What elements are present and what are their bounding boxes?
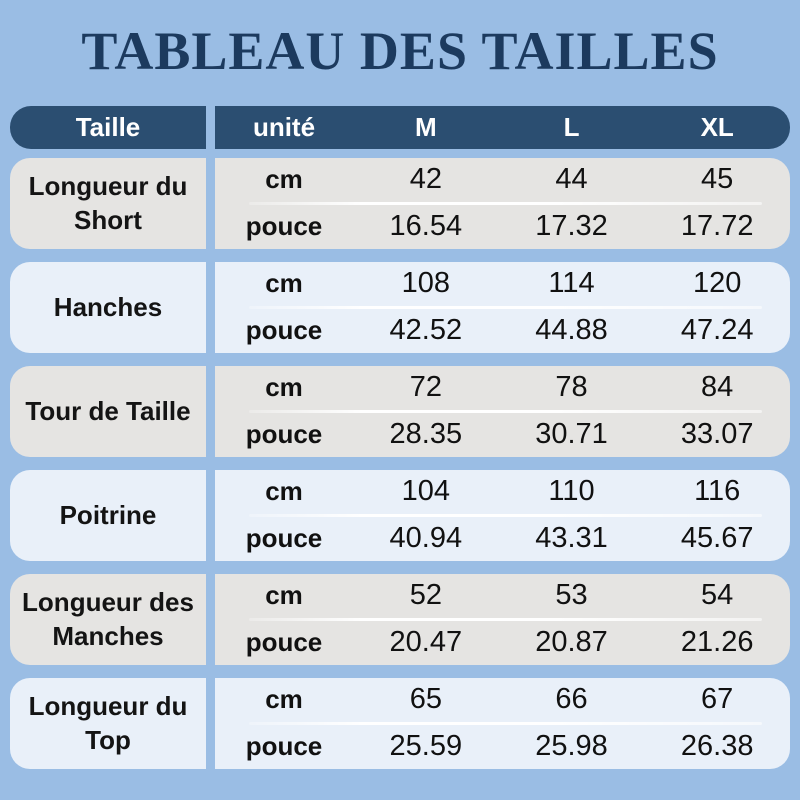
table-header-row (10, 106, 790, 149)
table-row (10, 262, 790, 353)
pouce-value-l: 44.88 (535, 314, 608, 347)
measurement-label-cell (10, 262, 206, 353)
header-cell-size-m: M (415, 111, 437, 142)
header-cell-size-l: L (563, 111, 580, 142)
cm-value-xl: 120 (692, 267, 742, 300)
pouce-value-xl: 26.38 (680, 730, 754, 763)
measurement-label-cell (10, 366, 206, 457)
cm-value-xl: 67 (701, 683, 734, 716)
cm-unit-label: cm (265, 684, 303, 715)
measurement-values-cell (215, 262, 790, 353)
measurement-label: Tour de Taille (25, 396, 191, 427)
pouce-subrow (215, 621, 790, 665)
pouce-value-m: 40.94 (389, 522, 463, 555)
pouce-value-m: 28.35 (389, 418, 463, 451)
pouce-value-l: 25.98 (535, 730, 608, 763)
cm-subrow (215, 158, 790, 202)
header-columns (215, 112, 790, 143)
cm-value-l: 110 (548, 475, 595, 508)
cm-unit-label: cm (265, 580, 303, 611)
cm-value-l: 53 (555, 579, 588, 612)
cm-subrow (215, 470, 790, 514)
pouce-unit-label: pouce (245, 523, 323, 554)
cm-unit-label: cm (265, 372, 303, 403)
pouce-subrow (215, 517, 790, 561)
measurement-values-cell (215, 470, 790, 561)
header-cell-unite: unité (252, 111, 316, 142)
measurement-values-cell (215, 158, 790, 249)
pouce-value-xl: 47.24 (680, 314, 754, 347)
measurement-label: Poitrine (59, 500, 157, 531)
measurement-values-cell (215, 574, 790, 665)
header-taille-label: Taille (75, 111, 141, 142)
pouce-value-l: 30.71 (535, 418, 608, 451)
header-values-section (215, 106, 790, 149)
pouce-value-xl: 21.26 (680, 626, 754, 659)
measurement-values-cell (215, 366, 790, 457)
measurement-label: Longueur du Top (28, 691, 188, 756)
table-row (10, 470, 790, 561)
pouce-value-xl: 17.72 (680, 210, 754, 243)
measurement-label-cell (10, 158, 206, 249)
table-row (10, 158, 790, 249)
pouce-value-xl: 45.67 (680, 522, 754, 555)
cm-value-m: 52 (409, 579, 442, 612)
pouce-value-l: 43.31 (535, 522, 608, 555)
cm-subrow (215, 574, 790, 618)
cm-value-xl: 116 (694, 475, 741, 508)
cm-value-xl: 84 (701, 371, 734, 404)
cm-value-m: 108 (401, 267, 451, 300)
pouce-value-m: 16.54 (389, 210, 463, 243)
cm-subrow (215, 678, 790, 722)
size-table (10, 106, 790, 769)
cm-value-m: 104 (401, 475, 451, 508)
table-body (10, 158, 790, 769)
measurement-label: Hanches (53, 292, 163, 323)
cm-value-m: 72 (409, 371, 442, 404)
cm-value-xl: 54 (701, 579, 734, 612)
cm-unit-label: cm (265, 268, 303, 299)
measurement-label-cell (10, 470, 206, 561)
measurement-label: Longueur des Manches (22, 587, 194, 652)
measurement-label-cell (10, 574, 206, 665)
pouce-unit-label: pouce (245, 627, 323, 658)
cm-value-xl: 45 (701, 163, 734, 196)
pouce-value-l: 17.32 (535, 210, 608, 243)
cm-value-l: 78 (555, 371, 588, 404)
size-chart-page (10, 0, 790, 769)
pouce-value-l: 20.87 (535, 626, 608, 659)
measurement-label: Longueur du Short (28, 171, 188, 236)
table-row (10, 366, 790, 457)
pouce-unit-label: pouce (245, 419, 323, 450)
pouce-unit-label: pouce (245, 315, 323, 346)
pouce-value-m: 42.52 (389, 314, 463, 347)
pouce-value-m: 25.59 (389, 730, 463, 763)
pouce-subrow (215, 413, 790, 457)
cm-value-m: 42 (409, 163, 442, 196)
cm-unit-label: cm (265, 164, 303, 195)
measurement-label-cell (10, 678, 206, 769)
pouce-unit-label: pouce (245, 211, 323, 242)
cm-value-l: 44 (555, 163, 588, 196)
cm-value-l: 114 (548, 267, 595, 300)
cm-unit-label: cm (265, 476, 303, 507)
cm-subrow (215, 366, 790, 410)
pouce-subrow (215, 725, 790, 769)
cm-subrow (215, 262, 790, 306)
pouce-subrow (215, 309, 790, 353)
cm-value-m: 65 (409, 683, 442, 716)
pouce-value-m: 20.47 (389, 626, 463, 659)
measurement-values-cell (215, 678, 790, 769)
header-cell-size-xl: XL (700, 111, 734, 142)
table-row (10, 678, 790, 769)
pouce-subrow (215, 205, 790, 249)
cm-value-l: 66 (555, 683, 588, 716)
header-cell-taille (10, 106, 206, 149)
page-title: TABLEAU DES TAILLES (81, 21, 719, 81)
pouce-value-xl: 33.07 (680, 418, 754, 451)
pouce-unit-label: pouce (245, 731, 323, 762)
table-row (10, 574, 790, 665)
